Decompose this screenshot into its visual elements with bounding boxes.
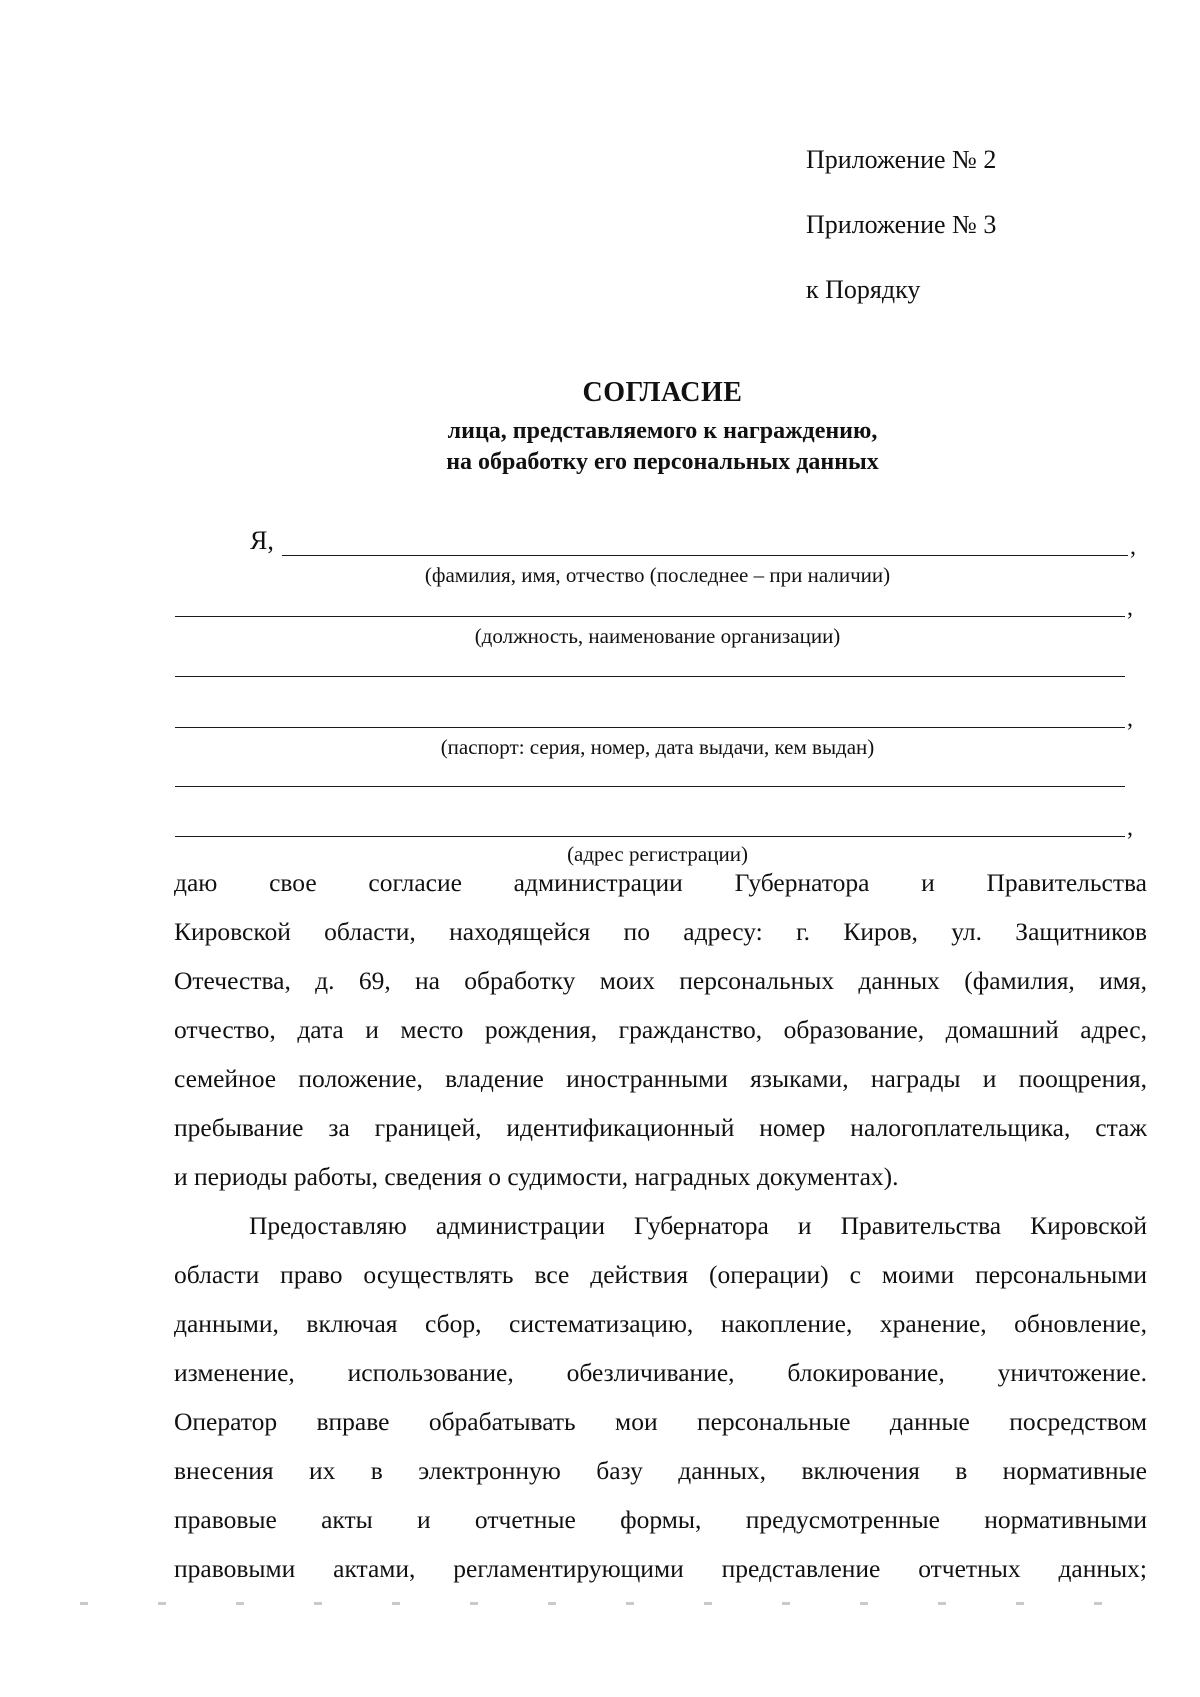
document-subtitle-line-2: на обработку его персональных данных [446,449,879,475]
paragraph1-line-1: даю свое согласие администрации Губернатора и Правительства [174,868,1147,897]
caption-address: (адрес регистрации) [567,842,748,866]
caption-fio: (фамилия, имя, отчество (последнее – при наличии) [424,563,891,587]
caption-position: (должность, наименование организации) [474,624,841,648]
caption-passport: (паспорт: серия, номер, дата выдачи, кем выдан) [440,735,875,759]
paragraph2-line-1: Предоставляю администрации Губернатора и Правительства Кировской [249,1211,1147,1240]
paragraph2-line-3: данными, включая сбор, систематизацию, накопление, хранение, обновление, [174,1309,1147,1338]
appendix-line-2: Приложение № 3 [806,210,997,239]
address-comma: , [1127,815,1133,841]
paragraph2-line-6: внесения их в электронную базу данных, включения в нормативные [174,1456,1147,1485]
passport-comma: , [1127,706,1133,732]
paragraph1-line-5: семейное положение, владение иностранными языками, награды и поощрения, [174,1064,1147,1093]
ya-label: Я, [250,526,274,555]
paragraph1-line-6: пребывание за границей, идентификационный номер налогоплательщика, стаж [174,1113,1147,1142]
scan-artifact-dashes [80,1602,1140,1605]
document-subtitle-line-1: лица, представляемого к награждению, [447,418,878,444]
paragraph1-line-2: Кировской области, находящейся по адресу: г. Киров, ул. Защитников [174,917,1147,946]
appendix-line-3: к Порядку [806,275,921,304]
paragraph1-line-4: отчество, дата и место рождения, гражданство, образование, домашний адрес, [174,1015,1147,1044]
passport-line[interactable] [175,727,1125,728]
position-line[interactable] [175,616,1125,617]
paragraph2-line-5: Оператор вправе обрабатывать мои персональные данные посредством [174,1407,1147,1436]
paragraph2-line-8: правовыми актами, регламентирующими представление отчетных данных; [174,1554,1147,1583]
position-comma: , [1127,595,1133,621]
fio-line[interactable] [282,555,1128,556]
paragraph2-line-4: изменение, использование, обезличивание, блокирование, уничтожение. [174,1358,1147,1387]
paragraph2-line-7: правовые акты и отчетные формы, предусмотренные нормативными [174,1505,1147,1534]
paragraph2-line-2: области право осуществлять все действия (операции) с моими персональными [174,1260,1147,1289]
passport-line-2[interactable] [175,786,1125,787]
paragraph1-line-7: и периоды работы, сведения о судимости, наградных документах). [174,1162,899,1191]
address-line[interactable] [175,836,1125,837]
position-line-2[interactable] [175,676,1125,677]
appendix-line-1: Приложение № 2 [806,145,997,174]
document-title: СОГЛАСИЕ [582,377,743,408]
paragraph1-line-3: Отечества, д. 69, на обработку моих персональных данных (фамилия, имя, [174,966,1147,995]
fio-comma: , [1130,534,1136,560]
